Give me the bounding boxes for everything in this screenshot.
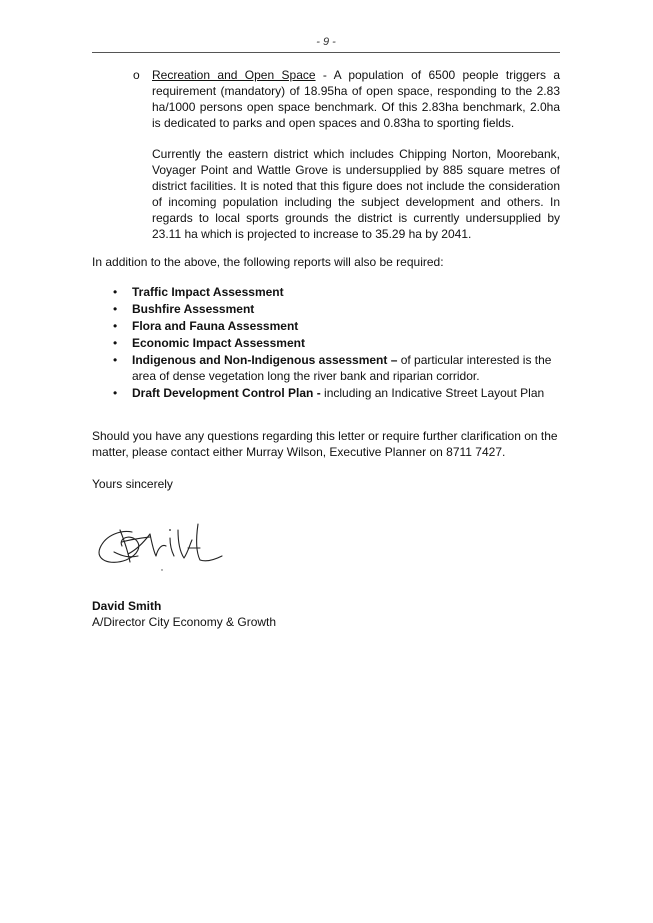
bullet-marker: • (113, 285, 118, 299)
page-number: - 9 - (316, 36, 336, 48)
reports-intro: In addition to the above, the following reports will also be required: (92, 255, 444, 269)
report-detail: of particular interested is the area of dense vegetation long the river bank and riparian corridor. (132, 353, 552, 383)
report-list (92, 284, 560, 402)
open-space-intro: A population of 6500 people triggers a requirement (mandatory) of 18.95ha of open space, responding to the 2.83 ha/1000 persons open space benchmark. Of this 2.83ha benchmark, 2.0ha is dedicated to parks and open spaces and 0.83ha to sporting fields. (152, 68, 560, 130)
report-name: Flora and Fauna Assessment (132, 319, 299, 333)
report-name: Traffic Impact Assessment (132, 285, 284, 299)
header-rule (92, 52, 560, 53)
sign-off: Yours sincerely (92, 477, 173, 491)
report-name: Draft Development Control Plan - (132, 386, 321, 400)
report-list-item (92, 385, 560, 401)
open-space-paragraph (152, 67, 560, 131)
report-name: Bushfire Assessment (132, 302, 255, 316)
bullet-marker: • (113, 319, 118, 333)
bullet-marker: • (113, 386, 118, 400)
report-list-item (92, 284, 560, 300)
bullet-marker: • (113, 353, 118, 367)
report-list-item (92, 335, 560, 351)
report-name: Economic Impact Assessment (132, 336, 305, 350)
signer-title: A/Director City Economy & Growth (92, 615, 277, 629)
signer-name: David Smith (92, 599, 162, 613)
open-space-dash: - (315, 68, 334, 82)
bullet-marker: • (113, 302, 118, 316)
report-list-item (92, 301, 560, 317)
open-space-heading: Recreation and Open Space (152, 68, 316, 82)
open-space-detail: Currently the eastern district which includes Chipping Norton, Moorebank, Voyager Point and Wattle Grove is undersupplied by 885 square metres of district facilities. It is noted that this figure does not include the consideration of incoming population including the subject development and others. In regards to local sports grounds the district is currently undersupplied by 23.11 ha which is projected to increase to 35.29 ha by 2041. (152, 147, 560, 241)
report-list-item (92, 352, 560, 384)
report-detail: including an Indicative Street Layout Plan (320, 386, 545, 400)
closing-paragraph: Should you have any questions regarding this letter or require further clarification on the matter, please contact either Murray Wilson, Executive Planner on 8711 7427. (92, 429, 558, 459)
sub-bullet-marker: o (133, 68, 140, 82)
report-list-item (92, 318, 560, 334)
signature-image (92, 512, 232, 576)
bullet-marker: • (113, 336, 118, 350)
report-name: Indigenous and Non-Indigenous assessment – (132, 353, 398, 367)
